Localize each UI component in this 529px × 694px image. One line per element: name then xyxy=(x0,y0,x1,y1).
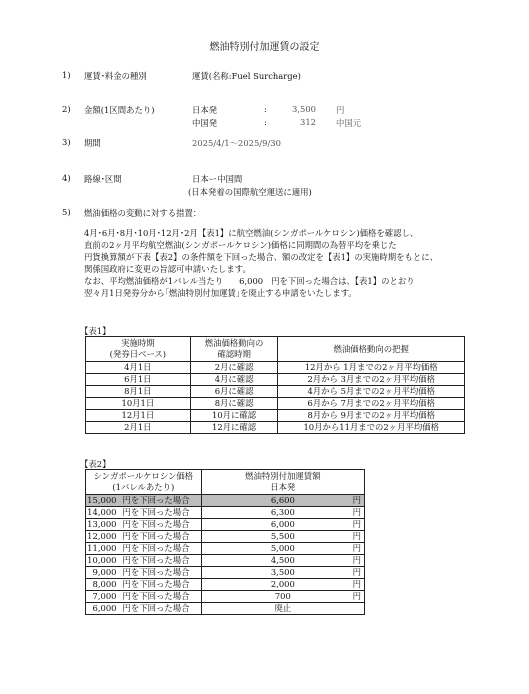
table1-cell: 2月1日 xyxy=(86,422,191,434)
table2-fare-cell xyxy=(201,519,364,531)
table2-price: 7,000 xyxy=(86,591,119,603)
table2-fare-cell xyxy=(201,531,364,543)
table1-cell: 4月に確認 xyxy=(190,374,278,386)
table2-unit: 円 xyxy=(352,531,361,541)
table2-price: 6,000 xyxy=(86,603,119,615)
section-label: 運賃･料金の種別 xyxy=(84,71,147,81)
table2-condition: 円を下回った場合 xyxy=(118,567,201,579)
amount-value-china: 312 xyxy=(300,117,316,127)
table2-unit: 円 xyxy=(352,519,361,529)
table2-price: 13,000 xyxy=(87,519,117,529)
table1-cell: 10月から11月までの2ヶ月平均価格 xyxy=(278,422,465,434)
table2-condition: 円を下回った場合 xyxy=(118,603,201,615)
table2-header-price: シンガポールケロシン価格 (1バレルあたり) xyxy=(86,470,202,495)
table1-cell: 2月から 3月までの2ヶ月平均価格 xyxy=(278,374,465,386)
table2-fare: 2,000 xyxy=(270,579,295,589)
paragraph-line: 円貨換算額が下表【表2】の条件額を下回った場合、額の改定を【表1】の実施時期をもとに、 xyxy=(84,252,439,262)
table2-fare: 廃止 xyxy=(274,603,292,613)
table2-unit: 円 xyxy=(352,579,361,589)
table-row xyxy=(86,603,365,615)
amount-colon: : xyxy=(264,117,267,127)
section-label: 金額(1区間あたり) xyxy=(84,105,155,115)
amount-unit-japan: 円 xyxy=(336,105,345,115)
table2 xyxy=(85,469,365,615)
table1-cell: 4月から 5月までの2ヶ月平均価格 xyxy=(278,386,465,398)
amount-value-japan: 3,500 xyxy=(292,104,316,114)
table1-cell: 6月から 7月までの2ヶ月平均価格 xyxy=(278,398,465,410)
table1-cell: 10月に確認 xyxy=(190,410,278,422)
paragraph-line: 4月･6月･8月･10月･12月･2月【表1】に航空燃油(シンガポールケロシン)価格を確認し、 xyxy=(84,228,419,238)
table2-price: 8,000 xyxy=(86,579,119,591)
paragraph-line: 直前の2ヶ月平均航空燃油(シンガポールケロシン)価格に同期間の為替平均を乗じた xyxy=(84,240,397,250)
table-row xyxy=(86,422,465,434)
table2-fare: 6,300 xyxy=(270,507,295,517)
table1-cell: 2月に確認 xyxy=(190,362,278,374)
table2-fare: 6,600 xyxy=(270,495,295,505)
table2-fare: 6,000 xyxy=(270,519,295,529)
note-line xyxy=(84,275,415,287)
table-row xyxy=(86,555,365,567)
table1 xyxy=(85,336,465,434)
table2-price: 12,000 xyxy=(87,531,117,541)
table2-fare: 700 xyxy=(274,591,291,601)
table2-unit: 円 xyxy=(352,591,361,601)
section-value: 運賃(名称:Fuel Surcharge) xyxy=(192,71,301,81)
table-row xyxy=(86,374,465,386)
note-suffix: 円を下回った場合は、【表1】のとおり xyxy=(271,276,415,286)
table2-condition: 円を下回った場合 xyxy=(118,543,201,555)
table2-condition: 円を下回った場合 xyxy=(118,519,201,531)
section-value: 2025/4/1～2025/9/30 xyxy=(192,138,281,148)
table-row xyxy=(86,567,365,579)
table2-unit: 円 xyxy=(352,507,361,517)
table2-price: 15,000 xyxy=(87,495,117,505)
note-line-2: 翌々月1日発券分から｢燃油特別付加運賃｣を廃止する申請をいたします。 xyxy=(84,288,357,298)
table1-cell: 12月に確認 xyxy=(190,422,278,434)
table2-condition: 円を下回った場合 xyxy=(118,507,201,519)
section-label: 燃油価格の変動に対する措置： xyxy=(84,208,202,218)
section-number: 3) xyxy=(62,137,71,147)
table-row xyxy=(86,495,365,507)
note-amount: 6,000 xyxy=(239,276,264,286)
table1-caption: 【表1】 xyxy=(80,326,111,336)
table2-fare: 3,500 xyxy=(270,567,295,577)
table-row xyxy=(86,507,365,519)
table2-unit: 円 xyxy=(352,543,361,553)
table2-header-row xyxy=(86,470,365,495)
section-value: 日本ー中国間 xyxy=(192,174,243,184)
table-row xyxy=(86,591,365,603)
table1-cell: 6月に確認 xyxy=(190,386,278,398)
amount-unit-china: 中国元 xyxy=(336,118,362,128)
section-number: 4) xyxy=(62,173,71,183)
table1-cell: 4月1日 xyxy=(86,362,191,374)
table1-header-row xyxy=(86,337,465,362)
section-number: 5) xyxy=(62,207,71,217)
table2-condition: 円を下回った場合 xyxy=(118,531,201,543)
table-row xyxy=(86,362,465,374)
paragraph-line: 関係国政府に変更の旨認可申請いたします。 xyxy=(84,264,251,274)
section-value-note: (日本発着の国際航空運送に適用) xyxy=(188,187,312,197)
table2-caption: 【表2】 xyxy=(80,459,111,469)
amount-origin-china: 中国発 xyxy=(192,118,218,128)
table2-fare: 4,500 xyxy=(270,555,295,565)
table-row xyxy=(86,398,465,410)
table2-fare: 5,000 xyxy=(270,543,295,553)
table1-cell: 10月1日 xyxy=(86,398,191,410)
table1-cell: 12月から 1月までの2ヶ月平均価格 xyxy=(278,362,465,374)
table2-fare-cell xyxy=(201,567,364,579)
table-row xyxy=(86,531,365,543)
table2-condition: 円を下回った場合 xyxy=(118,591,201,603)
table2-price: 11,000 xyxy=(87,543,117,553)
table2-fare-cell xyxy=(201,507,364,519)
section-number: 2) xyxy=(62,104,71,114)
table1-header: 燃油価格動向の把握 xyxy=(278,337,465,362)
table2-fare-cell xyxy=(201,543,364,555)
table1-cell: 6月1日 xyxy=(86,374,191,386)
table1-cell: 12月1日 xyxy=(86,410,191,422)
table-row xyxy=(86,386,465,398)
section-label: 期間 xyxy=(84,138,101,148)
table1-header: 燃油価格動向の 確認時期 xyxy=(190,337,278,362)
table2-price: 10,000 xyxy=(87,555,117,565)
amount-colon: : xyxy=(264,104,267,114)
section-number: 1) xyxy=(62,70,71,80)
note-prefix: なお、平均燃油価格が1バレル当たり xyxy=(84,276,224,286)
page-title: 燃油特別付加運賃の設定 xyxy=(209,42,320,53)
table1-cell: 8月から 9月までの2ヶ月平均価格 xyxy=(278,410,465,422)
table-row xyxy=(86,519,365,531)
table2-fare-cell xyxy=(201,591,364,603)
table2-fare-cell xyxy=(201,555,364,567)
table2-unit: 円 xyxy=(352,495,361,505)
table1-header: 実施時期 (発券日ベース) xyxy=(86,337,191,362)
table-row xyxy=(86,543,365,555)
table-row xyxy=(86,410,465,422)
table2-header-fare: 燃油特別付加運賃額 日本発 xyxy=(201,470,364,495)
table2-fare-cell xyxy=(201,603,364,615)
table2-condition: 円を下回った場合 xyxy=(118,495,201,507)
amount-origin-japan: 日本発 xyxy=(192,105,218,115)
table2-price: 9,000 xyxy=(86,567,119,579)
table2-condition: 円を下回った場合 xyxy=(118,579,201,591)
table2-unit: 円 xyxy=(352,567,361,577)
table1-cell: 8月1日 xyxy=(86,386,191,398)
table2-unit: 円 xyxy=(352,555,361,565)
table-row xyxy=(86,579,365,591)
table2-fare-cell xyxy=(201,579,364,591)
table2-condition: 円を下回った場合 xyxy=(118,555,201,567)
table2-fare-cell xyxy=(201,495,364,507)
section-label: 路線･区間 xyxy=(84,174,122,184)
table2-price: 14,000 xyxy=(87,507,117,517)
table1-cell: 8月に確認 xyxy=(190,398,278,410)
table2-fare: 5,500 xyxy=(270,531,295,541)
